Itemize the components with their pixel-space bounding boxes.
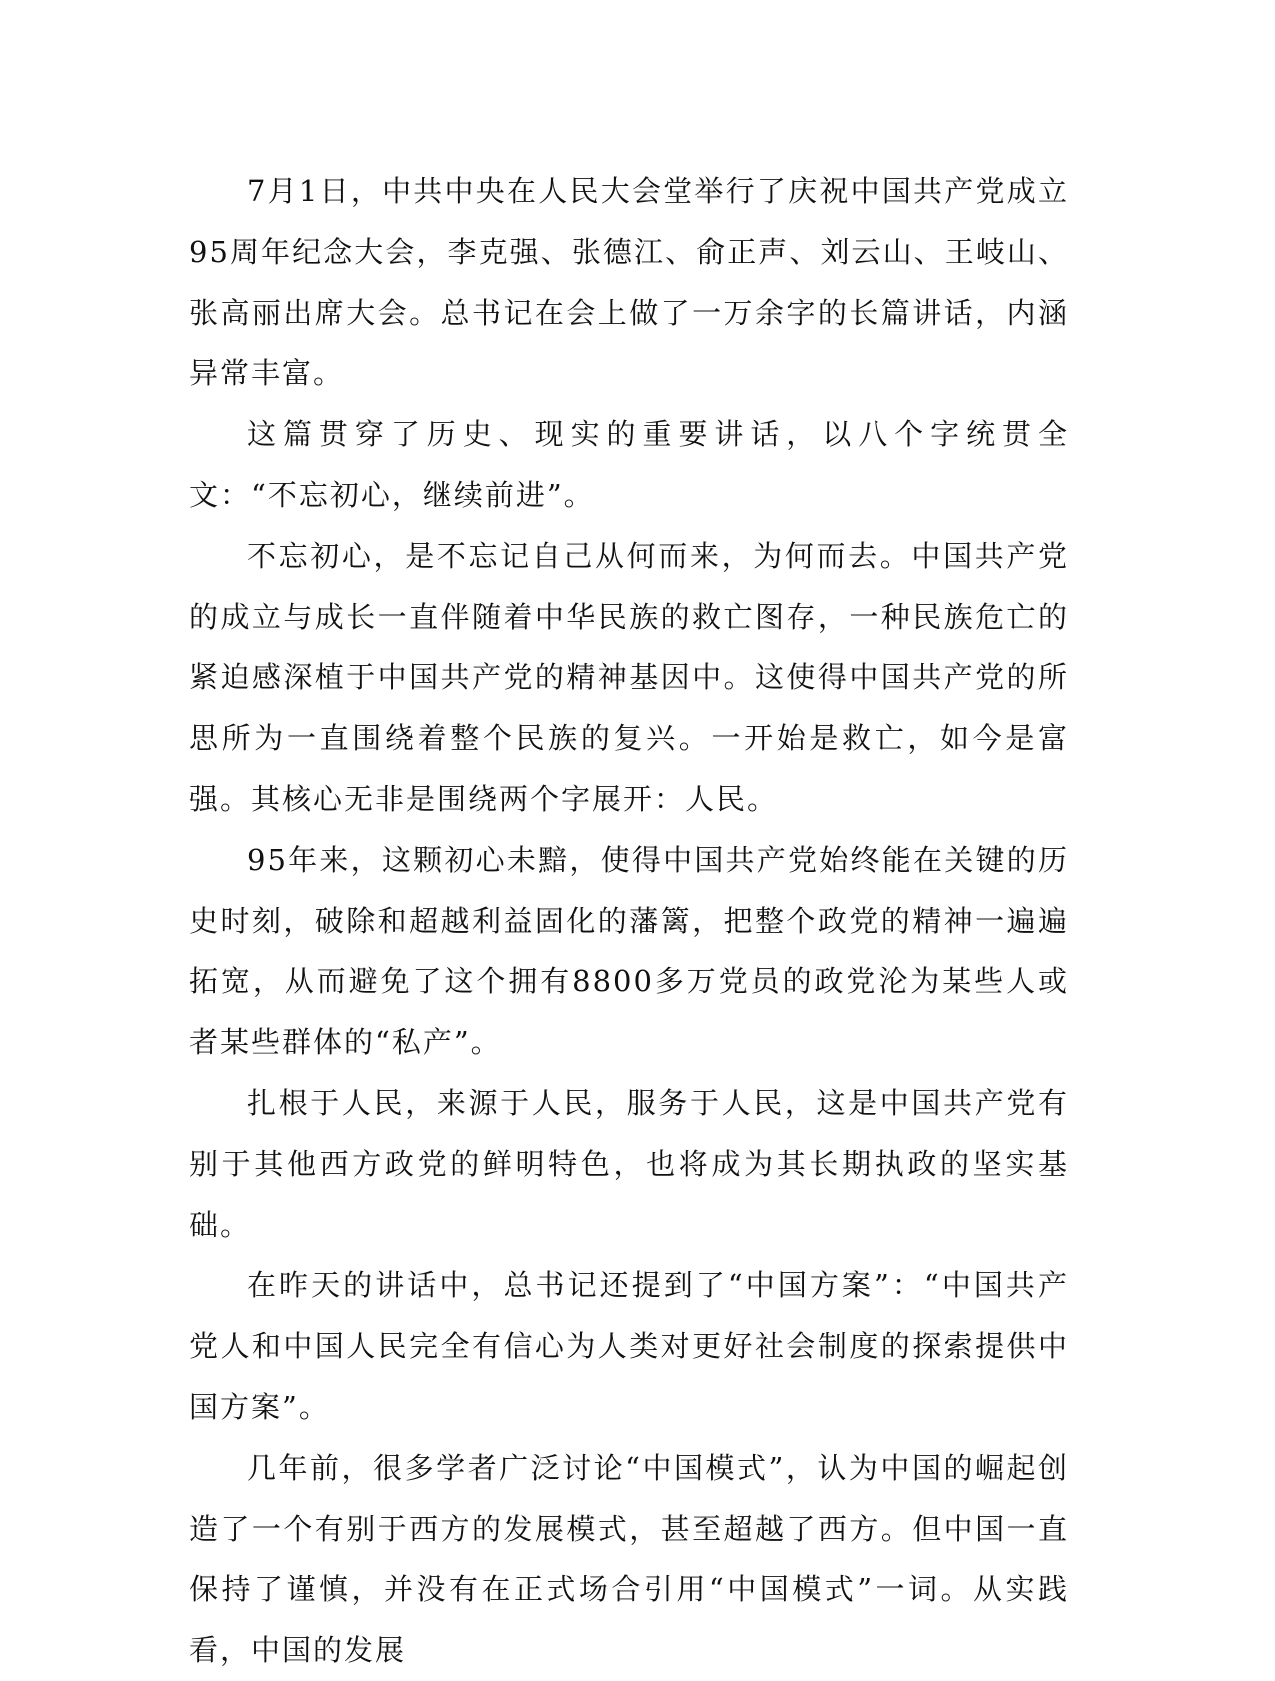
- paragraph-1: 7月1日，中共中央在人民大会堂举行了庆祝中国共产党成立95周年纪念大会，李克强、张德江、俞正声、刘云山、王岐山、张高丽出席大会。总书记在会上做了一万余字的长篇讲话，内涵异常丰富。: [189, 174, 1069, 391]
- document-body: [189, 161, 1069, 1681]
- paragraph-3: 不忘初心，是不忘记自己从何而来，为何而去。中国共产党的成立与成长一直伴随着中华民族的救亡图存，一种民族危亡的紧迫感深植于中国共产党的精神基因中。这使得中国共产党的所思所为一直围绕着整个民族的复兴。一开始是救亡，如今是富强。其核心无非是围绕两个字展开：人民。: [189, 538, 1069, 816]
- paragraph-7: 几年前，很多学者广泛讨论“中国模式”，认为中国的崛起创造了一个有别于西方的发展模式，甚至超越了西方。但中国一直保持了谨慎，并没有在正式场合引用“中国模式”一词。从实践看，中国的发展: [189, 1450, 1069, 1668]
- paragraph-5: 扎根于人民，来源于人民，服务于人民，这是中国共产党有别于其他西方政党的鲜明特色，也将成为其长期执政的坚实基础。: [189, 1085, 1069, 1242]
- paragraph-6: 在昨天的讲话中，总书记还提到了“中国方案”：“中国共产党人和中国人民完全有信心为人类对更好社会制度的探索提供中国方案”。: [189, 1268, 1069, 1424]
- paragraph-4: 95年来，这颗初心未黯，使得中国共产党始终能在关键的历史时刻，破除和超越利益固化的藩篱，把整个政党的精神一遍遍拓宽，从而避免了这个拥有8800多万党员的政党沦为某些人或者某些群体的“私产”。: [189, 842, 1069, 1060]
- paragraph-2: 这篇贯穿了历史、现实的重要讲话，以八个字统贯全文：“不忘初心，继续前进”。: [189, 417, 1069, 512]
